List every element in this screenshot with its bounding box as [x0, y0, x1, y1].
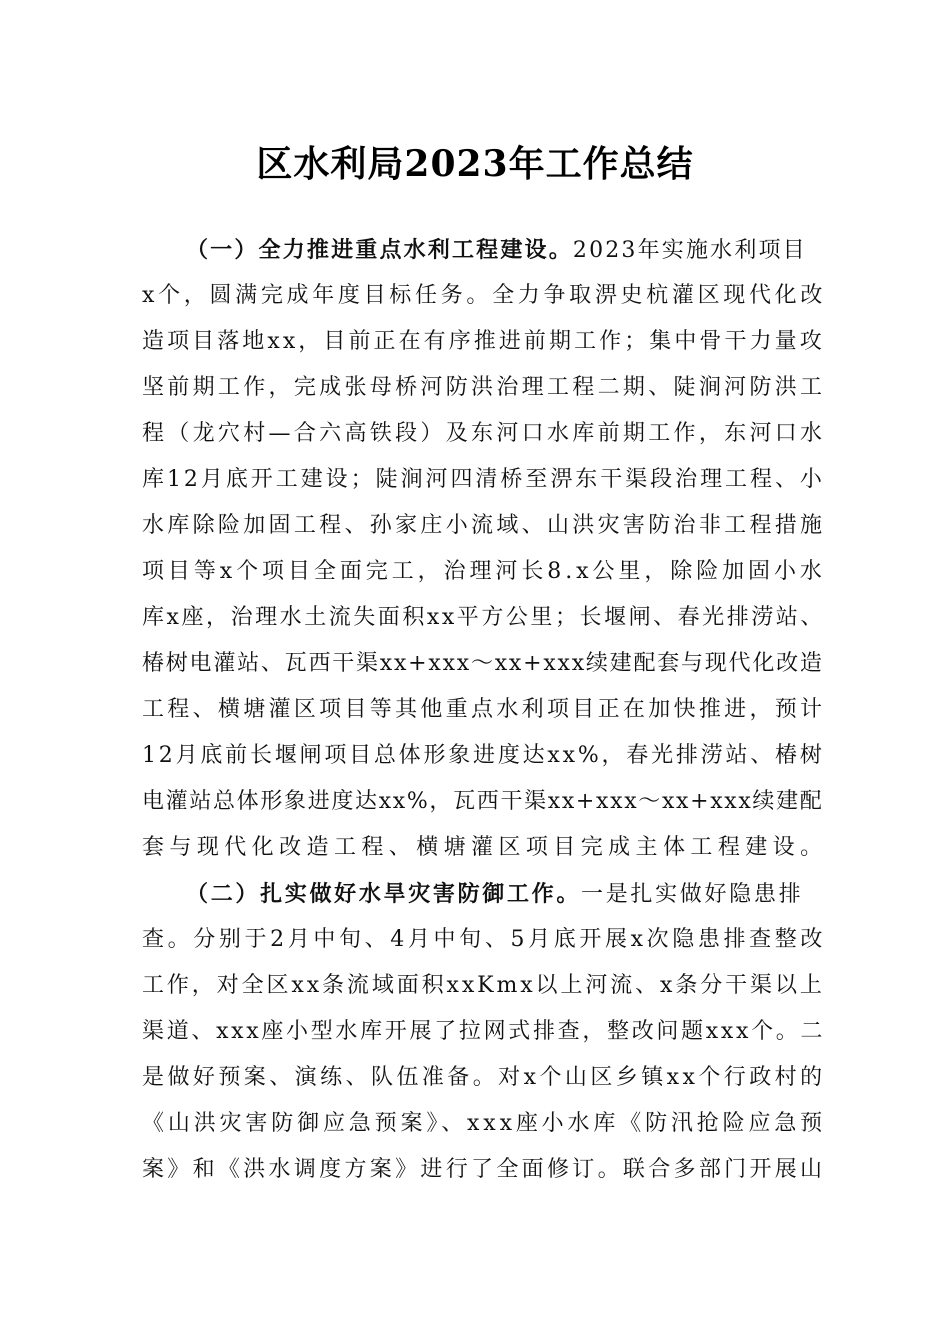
section1-line: 12月底前长堰闸项目总体形象进度达xx%，春光排涝站、椿树	[142, 743, 825, 768]
section1-line: x个，圆满完成年度目标任务。全力争取淠史杭灌区现代化改	[142, 283, 827, 308]
section1-line: 2023年实施水利项目	[572, 238, 807, 263]
section1-line: 项目等x个项目全面完工，治理河长8.x公里，除险加固小水	[142, 559, 826, 584]
section1-heading: （一）全力推进重点水利工程建设。	[186, 237, 573, 263]
section1-line: 电灌站总体形象进度达xx%，瓦西干渠xx+xxx～xx+xxx续建配	[142, 789, 824, 814]
section1-line: 工程、横塘灌区项目等其他重点水利项目正在加快推进，预计	[142, 697, 826, 722]
section2-line: 工作，对全区xx条流域面积xxKmx以上河流、x条分干渠以上	[142, 973, 825, 998]
section1-line: 套与现代化改造工程、横塘灌区项目完成主体工程建设。	[142, 835, 828, 860]
section1-line: 库x座，治理水土流失面积xx平方公里；长堰闸、春光排涝站、	[142, 605, 825, 630]
section1-line: 造项目落地xx，目前正在有序推进前期工作；集中骨干力量攻	[142, 329, 825, 354]
section1-paragraph-line	[186, 232, 807, 268]
section1-line: 椿树电灌站、瓦西干渠xx+xxx～xx+xxx续建配套与现代化改造	[142, 651, 824, 676]
section2-heading: （二）扎实做好水旱灾害防御工作。	[186, 881, 582, 907]
section1-line: 坚前期工作，完成张母桥河防洪治理工程二期、陡涧河防洪工	[142, 375, 826, 400]
section2-line: 渠道、xxx座小型水库开展了拉网式排查，整改问题xxx个。二	[142, 1019, 826, 1044]
document-title: 区水利局2023年工作总结	[256, 143, 694, 185]
section2-line: 案》和《洪水调度方案》进行了全面修订。联合多部门开展山	[142, 1157, 826, 1182]
section1-line: 程（龙穴村—合六高铁段）及东河口水库前期工作，东河口水	[142, 421, 826, 446]
section2-line: 《山洪灾害防御应急预案》、xxx座小水库《防汛抢险应急预	[142, 1111, 827, 1136]
section2-line: 查。分别于2月中旬、4月中旬、5月底开展x次隐患排查整改	[142, 927, 827, 952]
section2-line: 是做好预案、演练、队伍准备。对x个山区乡镇xx个行政村的	[142, 1065, 826, 1090]
section1-line: 水库除险加固工程、孙家庄小流域、山洪灾害防治非工程措施	[142, 513, 826, 538]
section2-line: 一是扎实做好隐患排	[581, 882, 804, 907]
section1-line: 库12月底开工建设；陡涧河四清桥至淠东干渠段治理工程、小	[142, 467, 825, 492]
section2-paragraph-line	[186, 876, 803, 912]
